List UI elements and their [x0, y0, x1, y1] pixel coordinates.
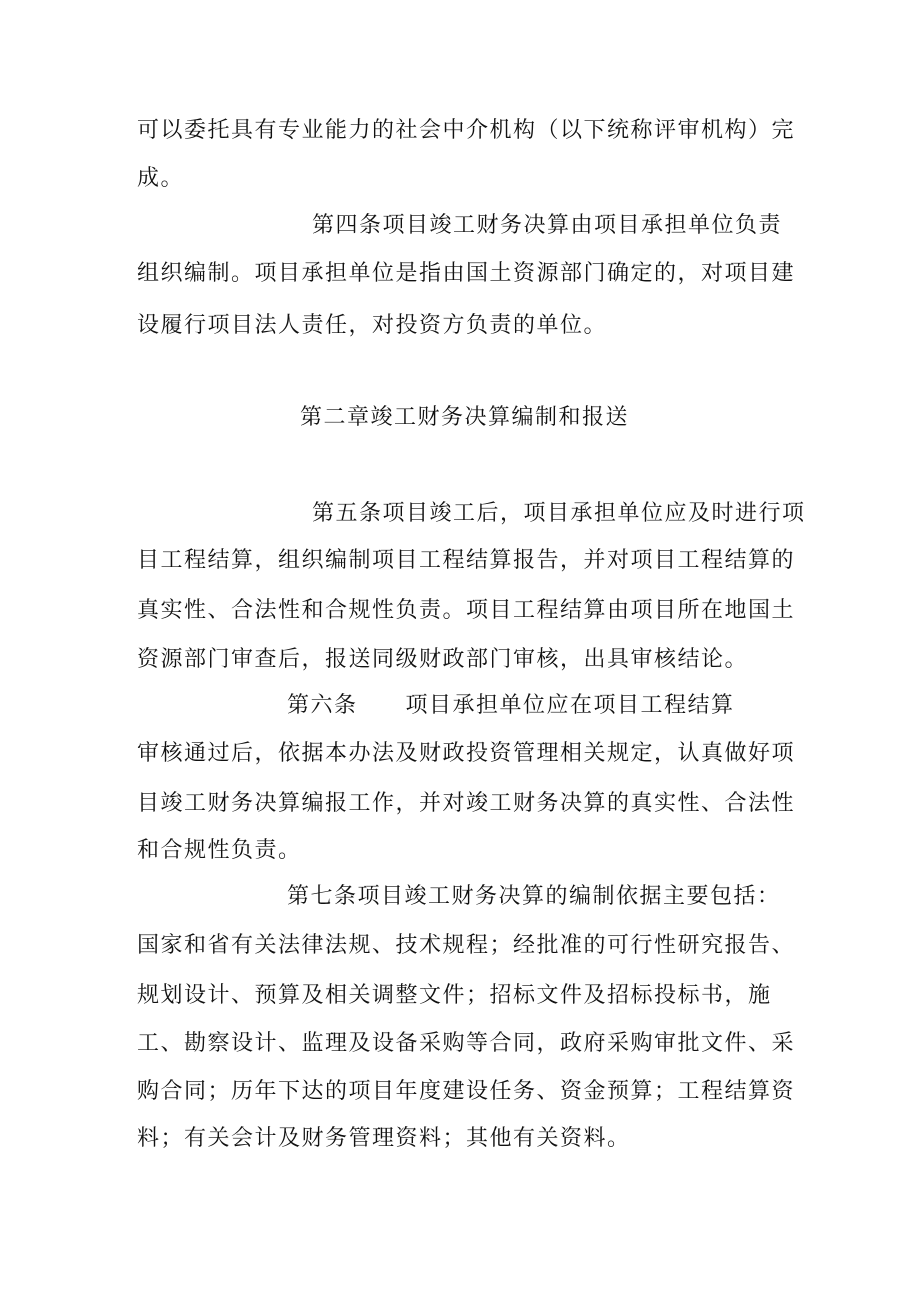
article-4-line: 组织编制。项目承担单位是指由国土资源部门确定的，对项目建	[137, 261, 796, 286]
article-5-line: 真实性、合法性和合规性负责。项目工程结算由项目所在地国土	[137, 598, 796, 623]
article-5-line: 第五条项目竣工后，项目承担单位应及时进行项	[312, 501, 806, 526]
article-6-line: 和合规性负责。	[137, 838, 302, 863]
chapter-title: 第二章竣工财务决算编制和报送	[300, 405, 630, 430]
article-4-line: 第四条项目竣工财务决算由项目承担单位负责	[312, 213, 783, 238]
article-7-line: 国家和省有关法律法规、技术规程；经批准的可行性研究报告、	[137, 933, 796, 958]
article-6-line: 目竣工财务决算编报工作，并对竣工财务决算的真实性、合法性	[137, 791, 796, 816]
article-4-line: 设履行项目法人责任，对投资方负责的单位。	[137, 313, 608, 338]
article-7-line: 第七条项目竣工财务决算的编制依据主要包括：	[287, 884, 781, 909]
article-7-line: 购合同；历年下达的项目年度建设任务、资金预算；工程结算资	[137, 1079, 796, 1104]
article-7-line: 规划设计、预算及相关调整文件；招标文件及招标投标书，施	[137, 983, 772, 1008]
article-6-first-text: 项目承担单位应在项目工程结算	[405, 693, 735, 718]
article-6-line: 审核通过后，依据本办法及财政投资管理相关规定，认真做好项	[137, 741, 796, 766]
article-7-line: 工、勘察设计、监理及设备采购等合同，政府采购审批文件、采	[137, 1031, 796, 1056]
article-6-first-line	[287, 691, 735, 721]
paragraph-line: 可以委托具有专业能力的社会中介机构（以下统称评审机构）完	[137, 118, 796, 143]
article-5-line: 资源部门审查后，报送同级财政部门审核，出具审核结论。	[137, 647, 749, 672]
article-5-line: 目工程结算，组织编制项目工程结算报告，并对项目工程结算的	[137, 548, 796, 573]
article-7-line: 料；有关会计及财务管理资料；其他有关资料。	[137, 1126, 631, 1151]
article-6-label: 第六条	[287, 693, 358, 718]
paragraph-line: 成。	[137, 166, 185, 191]
